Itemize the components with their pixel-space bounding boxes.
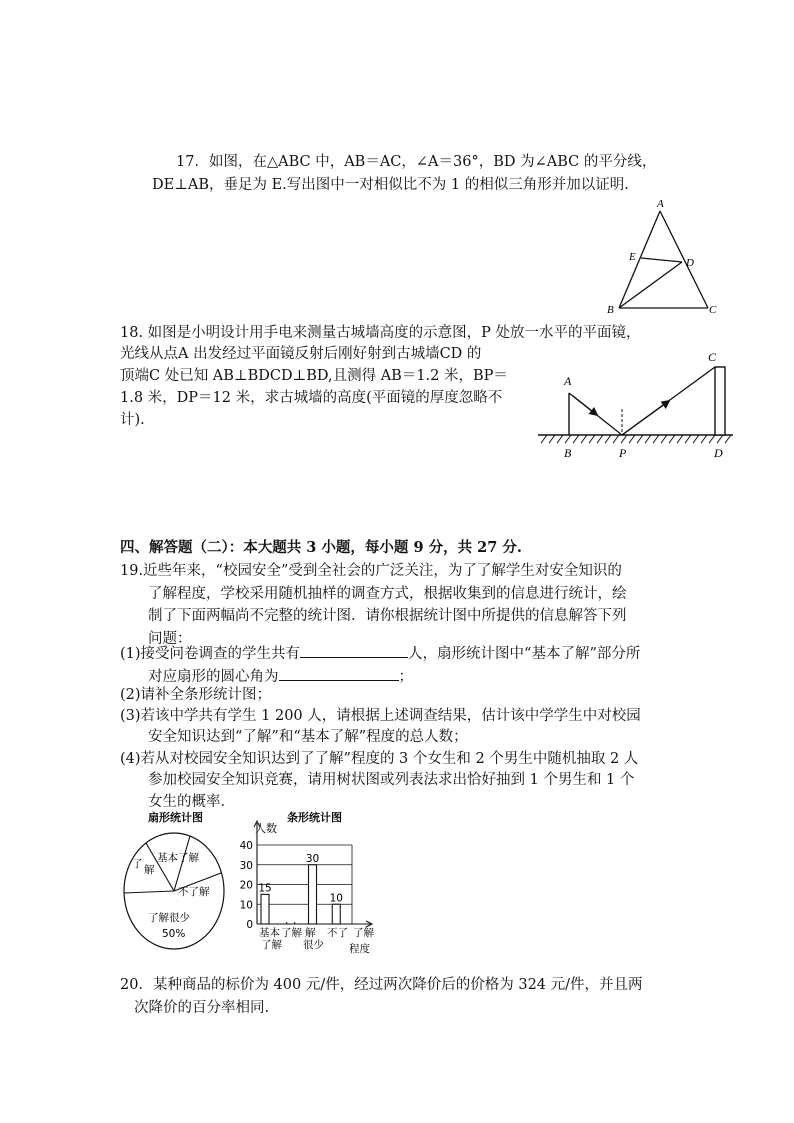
q19-part1-text-d: ； bbox=[398, 669, 413, 685]
pie-chart bbox=[118, 807, 228, 957]
q17-line1: 17．如图，在△ABC 中，AB＝AC，∠A＝36°，BD 为∠ABC 的平分线， bbox=[176, 154, 657, 170]
label-C: C bbox=[708, 350, 717, 364]
y-tick-label: 20 bbox=[239, 879, 253, 892]
q18-line1: 18. 如图是小明设计用手电来测量古城墙高度的示意图，P 处放一水平的平面镜， bbox=[120, 325, 641, 341]
bar bbox=[261, 894, 269, 924]
q20-line2: 次降价的百分率相同. bbox=[134, 1000, 270, 1016]
label-E: E bbox=[629, 251, 636, 263]
answer-blank-total[interactable] bbox=[300, 641, 408, 658]
q19-part1-text-b: 人，扇形统计图中“基本了解”部分所 bbox=[408, 646, 641, 662]
pie-label-not-understand: 不了解 bbox=[178, 886, 210, 898]
bar-chart-title: 条形统计图 bbox=[287, 811, 342, 824]
q19-part3-line1: (3)若该中学共有学生 1 200 人，请根据上述调查结果，估计该中学学生中对校园 bbox=[120, 708, 641, 724]
label-B: B bbox=[564, 446, 572, 460]
pie-label-understand-1: 了 bbox=[132, 858, 143, 870]
y-tick-label: 10 bbox=[239, 899, 253, 912]
q18-line3: 顶端C 处已知 AB⊥BDCD⊥BD,且测得 AB＝1.2 米，BP＝ bbox=[120, 368, 508, 384]
q20-line1: 20．某种商品的标价为 400 元/件，经过两次降价后的价格为 324 元/件，并且两 bbox=[120, 977, 643, 993]
q19-part1-text-c: 对应扇形的圆心角为 bbox=[148, 669, 279, 685]
q18-line5: 计). bbox=[120, 412, 145, 428]
x-tick-label: 了解 bbox=[353, 927, 374, 939]
q19-line2: 了解程度，学校采用随机抽样的调查方式，根据收集到的信息进行统计，绘 bbox=[148, 586, 627, 602]
x-tick-label: 不了 bbox=[327, 927, 348, 939]
y-tick-label: 0 bbox=[246, 919, 253, 931]
answer-blank-angle[interactable] bbox=[279, 664, 399, 681]
pie-label-little: 了解很少 bbox=[148, 912, 190, 924]
q19-part2: (2)请补全条形统计图； bbox=[120, 687, 272, 703]
bar-value-label: 30 bbox=[305, 852, 320, 865]
y-tick-label: 40 bbox=[239, 840, 253, 852]
q17-line2: DE⊥AB，垂足为 E.写出图中一对相似比不为 1 的相似三角形并加以证明. bbox=[152, 177, 629, 193]
x-tick-label: 了解 bbox=[281, 927, 302, 939]
bar-value-label: 15 bbox=[258, 882, 272, 895]
label-P: P bbox=[619, 446, 627, 460]
q19-part4-line3: 女生的概率． bbox=[148, 794, 235, 810]
section-heading: 四、解答题（二）：本大题共 3 小题，每小题 9 分，共 27 分. bbox=[120, 539, 522, 556]
label-A: A bbox=[657, 198, 664, 210]
pie-label-basic: 基本了解 bbox=[157, 852, 199, 864]
triangle-figure bbox=[605, 197, 735, 317]
q19-part3-line2: 安全知识达到“了解”和“基本了解”程度的总人数； bbox=[148, 729, 468, 745]
x-tick-label: 很少 bbox=[303, 939, 324, 951]
x-tick-label: 解 bbox=[305, 927, 316, 939]
x-axis-label: 程度 bbox=[349, 943, 370, 955]
q19-line1: 19.近些年来，“校园安全”受到全社会的广泛关注，为了了解学生对安全知识的 bbox=[120, 563, 622, 579]
q19-part1-text-a: (1)接受问卷调查的学生共有 bbox=[120, 646, 301, 662]
q18-line2: 光线从点A 出发经过平面镜反射后刚好射到古城墙CD 的 bbox=[120, 346, 482, 362]
q19-part4-line2: 参加校园安全知识竞赛，请用树状图或列表法求出恰好抽到 1 个男生和 1 个 bbox=[148, 772, 635, 788]
pie-label-understand-2: 解 bbox=[144, 864, 155, 876]
q18-line4: 1.8 米，DP＝12 米，求古城墙的高度(平面镜的厚度忽略不 bbox=[120, 390, 503, 406]
q19-line4: 问题： bbox=[148, 631, 192, 647]
label-A: A bbox=[564, 374, 572, 388]
wall-mirror-figure bbox=[533, 347, 738, 462]
label-D: D bbox=[686, 257, 694, 269]
bar-value-label: 10 bbox=[329, 892, 343, 905]
y-tick-label: 30 bbox=[239, 859, 253, 872]
bar bbox=[332, 904, 340, 924]
label-C: C bbox=[709, 304, 717, 316]
pie-label-percent: 50% bbox=[162, 928, 186, 940]
pie-title: 扇形统计图 bbox=[148, 811, 203, 824]
q19-part4-line1: (4)若从对校园安全知识达到了了解”程度的 3 个女生和 2 个男生中随机抽取 2 人 bbox=[120, 751, 639, 767]
q19-part1-line1 bbox=[120, 641, 640, 666]
x-tick-label: 了解 bbox=[261, 939, 282, 951]
label-B: B bbox=[607, 304, 614, 316]
label-D: D bbox=[714, 446, 723, 460]
q19-line3: 制了下面两幅尚不完整的统计图．请你根据统计图中所提供的信息解答下列 bbox=[148, 608, 627, 624]
bar-chart bbox=[227, 807, 377, 959]
y-axis-label: 人数 bbox=[255, 822, 277, 835]
bar bbox=[309, 865, 317, 924]
x-tick-label: 基本 bbox=[259, 927, 280, 939]
